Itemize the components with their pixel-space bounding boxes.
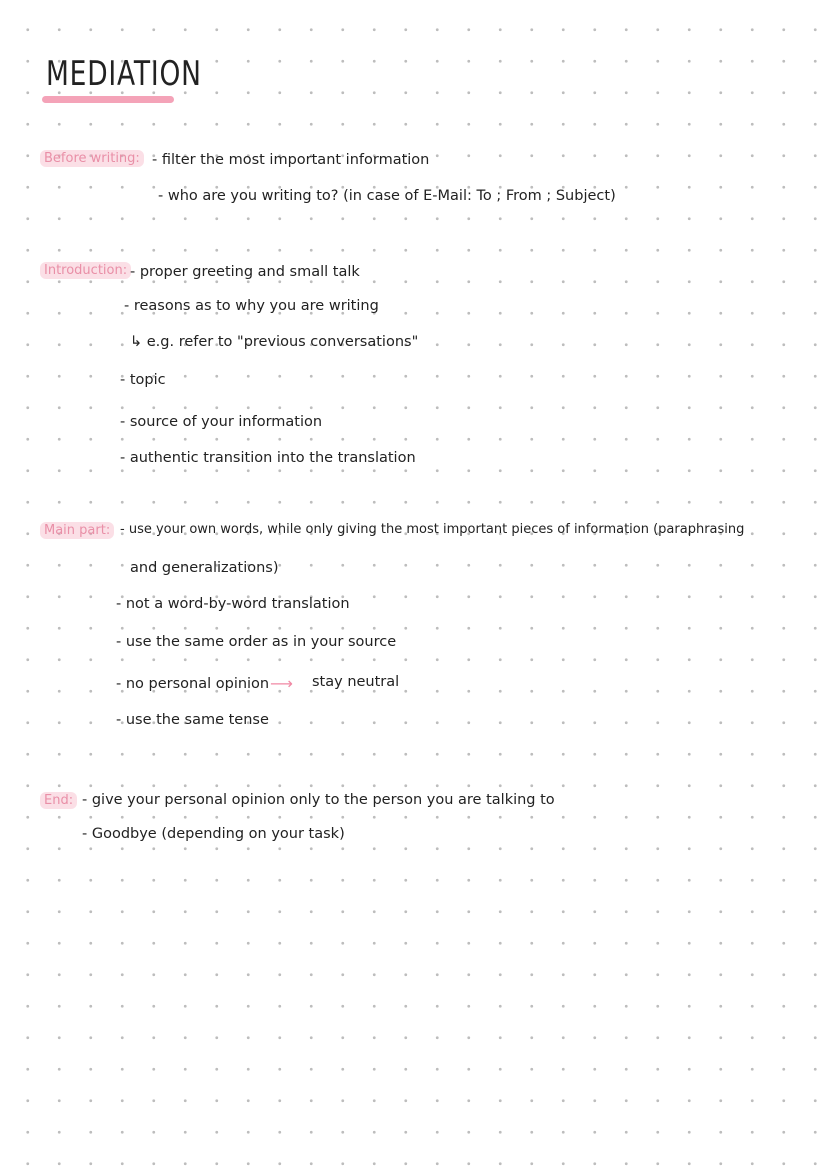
main-part-line-5: - no personal opinion (116, 676, 270, 692)
main-part-line-2: and generalizations) (130, 560, 279, 576)
main-part-line-7: - use the same tense (116, 712, 269, 728)
end-line-2: - Goodbye (depending on your task) (82, 826, 345, 842)
section-label-main-part: Main part: (40, 522, 114, 539)
end-line-1: - give your personal opinion only to the person you are talking to (82, 792, 555, 808)
section-label-introduction: Introduction: (40, 262, 131, 279)
main-part-line-1: - use your own words, while only giving the most important pieces of information (paraphrasing (120, 522, 745, 537)
main-part-line-6: stay neutral (312, 674, 400, 690)
section-label-end: End: (40, 792, 77, 809)
introduction-line-6: - authentic transition into the translation (120, 450, 416, 466)
page-title: MEDIATION (46, 54, 202, 94)
before-writing-line-1: - filter the most important information (152, 152, 430, 168)
arrow-icon: ⟶ (270, 674, 293, 693)
main-part-line-3: - not a word-by-word translation (116, 596, 350, 612)
before-writing-line-2: - who are you writing to? (in case of E-Mail: To ; From ; Subject) (158, 188, 616, 204)
introduction-line-3: ↳ e.g. refer to "previous conversations" (130, 334, 419, 350)
title-highlight (42, 96, 174, 103)
introduction-line-1: - proper greeting and small talk (130, 264, 360, 280)
introduction-line-5: - source of your information (120, 414, 323, 430)
introduction-line-2: - reasons as to why you are writing (124, 298, 379, 314)
introduction-line-4: - topic (120, 372, 166, 388)
section-label-before-writing: Before writing: (40, 150, 144, 167)
main-part-line-4: - use the same order as in your source (116, 634, 397, 650)
